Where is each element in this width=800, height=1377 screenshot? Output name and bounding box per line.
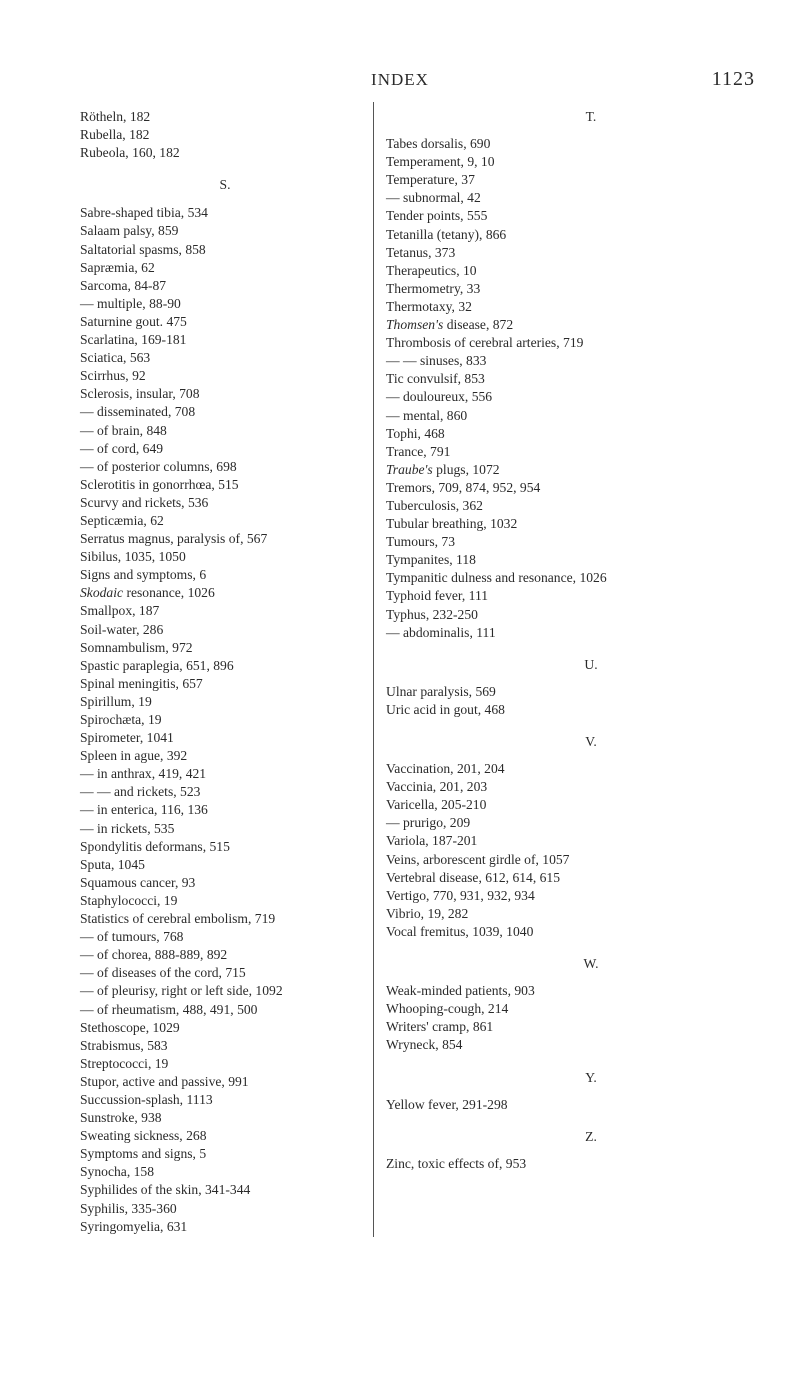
index-entry: — multiple, 88-90 (80, 295, 181, 311)
column-divider (373, 102, 374, 1237)
index-entry: Sarcoma, 84-87 (80, 277, 167, 293)
index-entry: Thomsen's disease, 872 (386, 317, 514, 333)
index-entry: Tabes dorsalis, 690 (386, 136, 491, 152)
index-entry: Temperature, 37 (386, 172, 475, 188)
index-entry: Tympanitic dulness and resonance, 1026 (386, 570, 607, 586)
index-section-u (386, 683, 796, 719)
index-entry: Staphylococci, 19 (80, 892, 178, 908)
index-entry: Salaam palsy, 859 (80, 223, 179, 239)
section-heading-w: W. (583, 956, 599, 972)
index-entry: Uric acid in gout, 468 (386, 701, 505, 717)
index-entry: Sabre-shaped tibia, 534 (80, 205, 208, 221)
index-entry: — in rickets, 535 (80, 820, 175, 836)
index-entry: Yellow fever, 291-298 (386, 1096, 508, 1112)
index-entry: Thermometry, 33 (386, 280, 481, 296)
index-entry: Vibrio, 19, 282 (386, 905, 469, 921)
index-entry: Strabismus, 583 (80, 1037, 168, 1053)
index-entry: — of cord, 649 (80, 440, 164, 456)
index-entry: Sciatica, 563 (80, 350, 151, 366)
index-entry: Skodaic resonance, 1026 (80, 585, 215, 601)
index-entry: Traube's plugs, 1072 (386, 461, 500, 477)
index-entry: Vertigo, 770, 931, 932, 934 (386, 887, 535, 903)
index-entry: Scirrhus, 92 (80, 368, 146, 384)
index-entry: Veins, arborescent girdle of, 1057 (386, 851, 570, 867)
index-entry: Therapeutics, 10 (386, 262, 477, 278)
page-number: 1123 (711, 68, 755, 90)
index-entry: Saltatorial spasms, 858 (80, 241, 206, 257)
index-entry: Rubeola, 160, 182 (80, 145, 180, 161)
index-entry: Squamous cancer, 93 (80, 874, 196, 890)
index-entry: Syringomyelia, 631 (80, 1218, 188, 1234)
index-entry: — in enterica, 116, 136 (80, 802, 208, 818)
index-section-z (386, 1155, 796, 1173)
index-entry: Spirometer, 1041 (80, 730, 174, 746)
page-header-title: INDEX (371, 70, 429, 89)
index-entry: Somnambulism, 972 (80, 639, 193, 655)
index-entry: Tremors, 709, 874, 952, 954 (386, 479, 541, 495)
section-heading-v: V. (585, 734, 597, 749)
index-entry: Tic convulsif, 853 (386, 371, 485, 387)
index-entry: Rötheln, 182 (80, 109, 151, 124)
index-entry: Scarlatina, 169-181 (80, 332, 187, 348)
section-heading-z: Z. (585, 1128, 597, 1144)
section-heading-u: U. (584, 656, 598, 672)
index-entry: Spirillum, 19 (80, 693, 152, 709)
index-entry: Variola, 187-201 (386, 833, 478, 849)
index-entry: Temperament, 9, 10 (386, 154, 495, 170)
index-entry: — of pleurisy, right or left side, 1092 (80, 983, 283, 999)
index-section-t (386, 135, 796, 642)
index-entry: — of chorea, 888-889, 892 (80, 947, 228, 963)
index-entry: Thermotaxy, 32 (386, 298, 472, 314)
index-entry: Sunstroke, 938 (80, 1110, 162, 1126)
index-entry: Zinc, toxic effects of, 953 (386, 1155, 527, 1171)
index-entry: Writers' cramp, 861 (386, 1019, 494, 1035)
index-entry: Syphilides of the skin, 341-344 (80, 1182, 251, 1198)
index-entry: Tuberculosis, 362 (386, 497, 483, 513)
index-entry: Tympanites, 118 (386, 552, 476, 568)
index-entry: Tetanilla (tetany), 866 (386, 226, 507, 242)
index-entry: — abdominalis, 111 (386, 624, 496, 640)
index-entry: Tumours, 73 (386, 534, 455, 550)
index-entry: Signs and symptoms, 6 (80, 567, 207, 583)
index-entry: Sweating sickness, 268 (80, 1128, 207, 1144)
index-entry: Sputa, 1045 (80, 856, 145, 872)
index-entry: Vaccination, 201, 204 (386, 761, 505, 777)
index-entry: Tender points, 555 (386, 208, 488, 224)
index-entry: Sapræmia, 62 (80, 259, 155, 275)
index-entry: — — and rickets, 523 (80, 784, 201, 800)
section-heading-s: S. (219, 177, 231, 193)
index-entry: Sibilus, 1035, 1050 (80, 549, 186, 565)
index-entry: Tetanus, 373 (386, 244, 456, 260)
index-entry: — of posterior columns, 698 (80, 458, 237, 474)
index-entry: Serratus magnus, paralysis of, 567 (80, 531, 268, 547)
index-entry: — in anthrax, 419, 421 (80, 766, 207, 782)
index-entry: Spastic paraplegia, 651, 896 (80, 657, 234, 673)
index-entry: Whooping-cough, 214 (386, 1001, 509, 1017)
index-entry: Weak-minded patients, 903 (386, 983, 535, 999)
index-entry: — prurigo, 209 (386, 815, 471, 831)
index-section-w (386, 982, 796, 1054)
index-entry: Stethoscope, 1029 (80, 1019, 180, 1035)
index-entry: — of tumours, 768 (80, 929, 184, 945)
index-entry: Spinal meningitis, 657 (80, 675, 203, 691)
index-entry: Sclerosis, insular, 708 (80, 386, 200, 402)
index-entry: Sclerotitis in gonorrhœa, 515 (80, 476, 239, 492)
index-entry: Streptococci, 19 (80, 1055, 169, 1071)
index-section-s (80, 204, 370, 1235)
index-section-v (386, 760, 796, 941)
index-entry: Rubella, 182 (80, 127, 150, 143)
section-heading-t: T. (585, 109, 597, 124)
index-entry: — subnormal, 42 (386, 190, 481, 206)
index-entry: Ulnar paralysis, 569 (386, 683, 496, 699)
index-entry: Saturnine gout. 475 (80, 313, 187, 329)
index-entry: Stupor, active and passive, 991 (80, 1073, 249, 1089)
index-entry: — — sinuses, 833 (386, 353, 487, 369)
index-entry: Varicella, 205-210 (386, 797, 487, 813)
index-entry: Thrombosis of cerebral arteries, 719 (386, 335, 584, 351)
index-entry: — douloureux, 556 (386, 389, 493, 405)
index-entry: — of brain, 848 (80, 422, 167, 438)
index-entry: Vertebral disease, 612, 614, 615 (386, 869, 561, 885)
index-entry: Tophi, 468 (386, 425, 445, 441)
index-section-y (386, 1096, 796, 1114)
index-entry: Trance, 791 (386, 443, 451, 459)
index-entry: Spleen in ague, 392 (80, 748, 188, 764)
index-entry: Soil-water, 286 (80, 621, 164, 637)
index-entry: — of rheumatism, 488, 491, 500 (80, 1001, 258, 1017)
index-entry: Succussion-splash, 1113 (80, 1091, 213, 1107)
index-entry: Symptoms and signs, 5 (80, 1146, 207, 1162)
index-entry: Synocha, 158 (80, 1164, 155, 1180)
index-entry: Septicæmia, 62 (80, 512, 164, 528)
index-entry: Statistics of cerebral embolism, 719 (80, 911, 276, 927)
section-heading-y: Y. (585, 1069, 597, 1085)
index-entry: Wryneck, 854 (386, 1037, 463, 1053)
right-column (386, 108, 796, 1173)
index-entry: Tubular breathing, 1032 (386, 516, 518, 532)
left-column (80, 108, 370, 1236)
index-entry: Typhoid fever, 111 (386, 588, 489, 604)
index-entry: Vaccinia, 201, 203 (386, 779, 488, 795)
index-entry: — of diseases of the cord, 715 (80, 965, 246, 981)
index-entry: Scurvy and rickets, 536 (80, 494, 209, 510)
index-entry: Typhus, 232-250 (386, 606, 478, 622)
index-entry: Spirochæta, 19 (80, 712, 162, 727)
index-entry: Vocal fremitus, 1039, 1040 (386, 923, 534, 939)
index-entry: — mental, 860 (386, 407, 468, 423)
index-section-r (80, 108, 370, 162)
index-entry: Smallpox, 187 (80, 603, 160, 619)
index-entry: Syphilis, 335-360 (80, 1200, 177, 1216)
index-entry: Spondylitis deformans, 515 (80, 838, 230, 854)
index-entry: — disseminated, 708 (80, 404, 196, 420)
